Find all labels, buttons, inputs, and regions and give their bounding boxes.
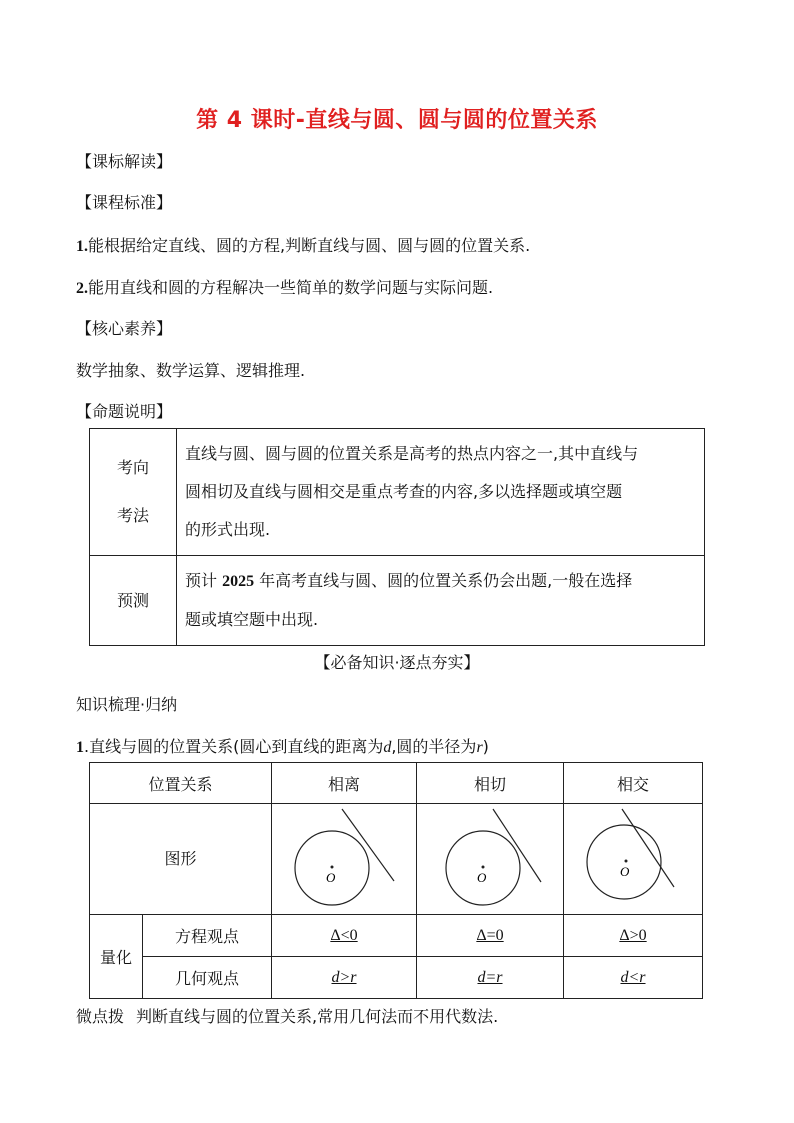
zhishi-shuli: 知识梳理·归纳 [76, 695, 178, 714]
tip-line [76, 1004, 498, 1027]
eq-label: 方程观点 [143, 915, 272, 957]
mingti-yuce-line-2: 题或填空题中出现. [185, 610, 319, 629]
geo-value-xiangjiao: d<r [620, 968, 646, 986]
geo-label: 几何观点 [143, 957, 272, 999]
standard-item-2-number: 2. [76, 280, 88, 297]
mingti-row-kaoxiang [90, 429, 705, 556]
diagram-intersect [566, 805, 700, 909]
mingti-row-yuce [90, 556, 705, 646]
standard-item-1-text: 能根据给定直线、圆的方程,判断直线与圆、圆与圆的位置关系. [88, 236, 531, 255]
quant-label: 量化 [90, 915, 143, 999]
geo-xiangli [272, 957, 417, 999]
relation-graph-row [90, 804, 703, 915]
graph-label: 图形 [90, 804, 272, 915]
center-dot-separate [331, 866, 334, 869]
mingti-value-line-3: 的形式出现. [185, 520, 271, 539]
knowledge-item-1 [76, 734, 489, 757]
header-xiangjiao: 相交 [564, 763, 703, 804]
section-kecheng-biaozhun: 【课程标准】 [76, 193, 173, 212]
relation-geo-row [90, 957, 703, 999]
header-xiangli: 相离 [272, 763, 417, 804]
mingti-key-kaoxiang: 考向 [116, 458, 149, 477]
yuce-post: 年高考直线与圆、圆的位置关系仍会出题,一般在选择 [254, 571, 633, 590]
diagram-tangent [419, 805, 561, 909]
line-tangent [493, 809, 541, 882]
eq-value-xiangqie: Δ=0 [476, 926, 504, 944]
graph-xiangqie [417, 804, 564, 915]
mingti-value-cell [177, 429, 705, 556]
section-kebiao-jiedu: 【课标解读】 [76, 152, 173, 171]
mingti-value-line-1: 直线与圆、圆与圆的位置关系是高考的热点内容之一,其中直线与 [185, 444, 639, 463]
lesson-title: 第 4 课时-直线与圆、圆与圆的位置关系 [196, 108, 598, 133]
mingti-table [89, 428, 705, 646]
mingti-key-kaofa: 考法 [116, 506, 149, 525]
graph-xiangli [272, 804, 417, 915]
geo-value-xiangqie: d=r [477, 968, 503, 986]
mingti-yuce-line-1 [185, 562, 696, 601]
symbol-d: d [383, 739, 392, 756]
section-hexin-suyang: 【核心素养】 [76, 319, 173, 338]
center-dot-tangent [482, 866, 485, 869]
line-intersect [622, 809, 674, 887]
line-separate [342, 809, 394, 881]
relation-table [89, 762, 703, 999]
mingti-key-cell [90, 429, 177, 556]
center-label-separate: O [326, 870, 336, 885]
standard-item-1-number: 1. [76, 238, 88, 255]
standard-item-2-text: 能用直线和圆的方程解决一些简单的数学问题与实际问题. [88, 278, 494, 297]
symbol-r: r [476, 739, 483, 756]
yuce-year: 2025 [222, 573, 255, 590]
relation-header-row [90, 763, 703, 804]
header-xiangqie: 相切 [417, 763, 564, 804]
standard-item-1 [76, 233, 530, 256]
knowledge-item-1-text-a: .直线与圆的位置关系(圆心到直线的距离为 [84, 737, 384, 756]
header-position: 位置关系 [90, 763, 272, 804]
relation-eq-row [90, 915, 703, 957]
center-label-tangent: O [477, 870, 487, 885]
eq-value-xiangli: Δ<0 [330, 926, 358, 944]
geo-xiangqie [417, 957, 564, 999]
mingti-yuce-cell [177, 556, 705, 646]
diagram-separate [274, 805, 414, 909]
mingti-key-yuce: 预测 [90, 556, 177, 646]
center-dot-intersect [625, 860, 628, 863]
eq-xiangqie [417, 915, 564, 957]
center-label-intersect: O [620, 864, 630, 879]
knowledge-item-1-number: 1 [76, 739, 84, 756]
knowledge-item-1-text-c: ) [482, 737, 489, 756]
eq-xiangjiao [564, 915, 703, 957]
mingti-value-line-2: 圆相切及直线与圆相交是重点考查的内容,多以选择题或填空题 [185, 482, 623, 501]
section-mingti-shuoming: 【命题说明】 [76, 402, 173, 421]
geo-xiangjiao [564, 957, 703, 999]
graph-xiangjiao [564, 804, 703, 915]
geo-value-xiangli: d>r [331, 968, 357, 986]
standard-item-2 [76, 275, 493, 298]
tip-label: 微点拨 [76, 1007, 125, 1026]
section-bibei-zhishi: 【必备知识·逐点夯实】 [314, 653, 480, 672]
eq-value-xiangjiao: Δ>0 [619, 926, 647, 944]
yuce-pre: 预计 [185, 571, 223, 590]
tip-text: 判断直线与圆的位置关系,常用几何法而不用代数法. [136, 1007, 499, 1026]
suyang-text: 数学抽象、数学运算、逻辑推理. [76, 361, 306, 380]
knowledge-item-1-text-b: ,圆的半径为 [391, 737, 477, 756]
circle-intersect [587, 825, 661, 899]
eq-xiangli [272, 915, 417, 957]
